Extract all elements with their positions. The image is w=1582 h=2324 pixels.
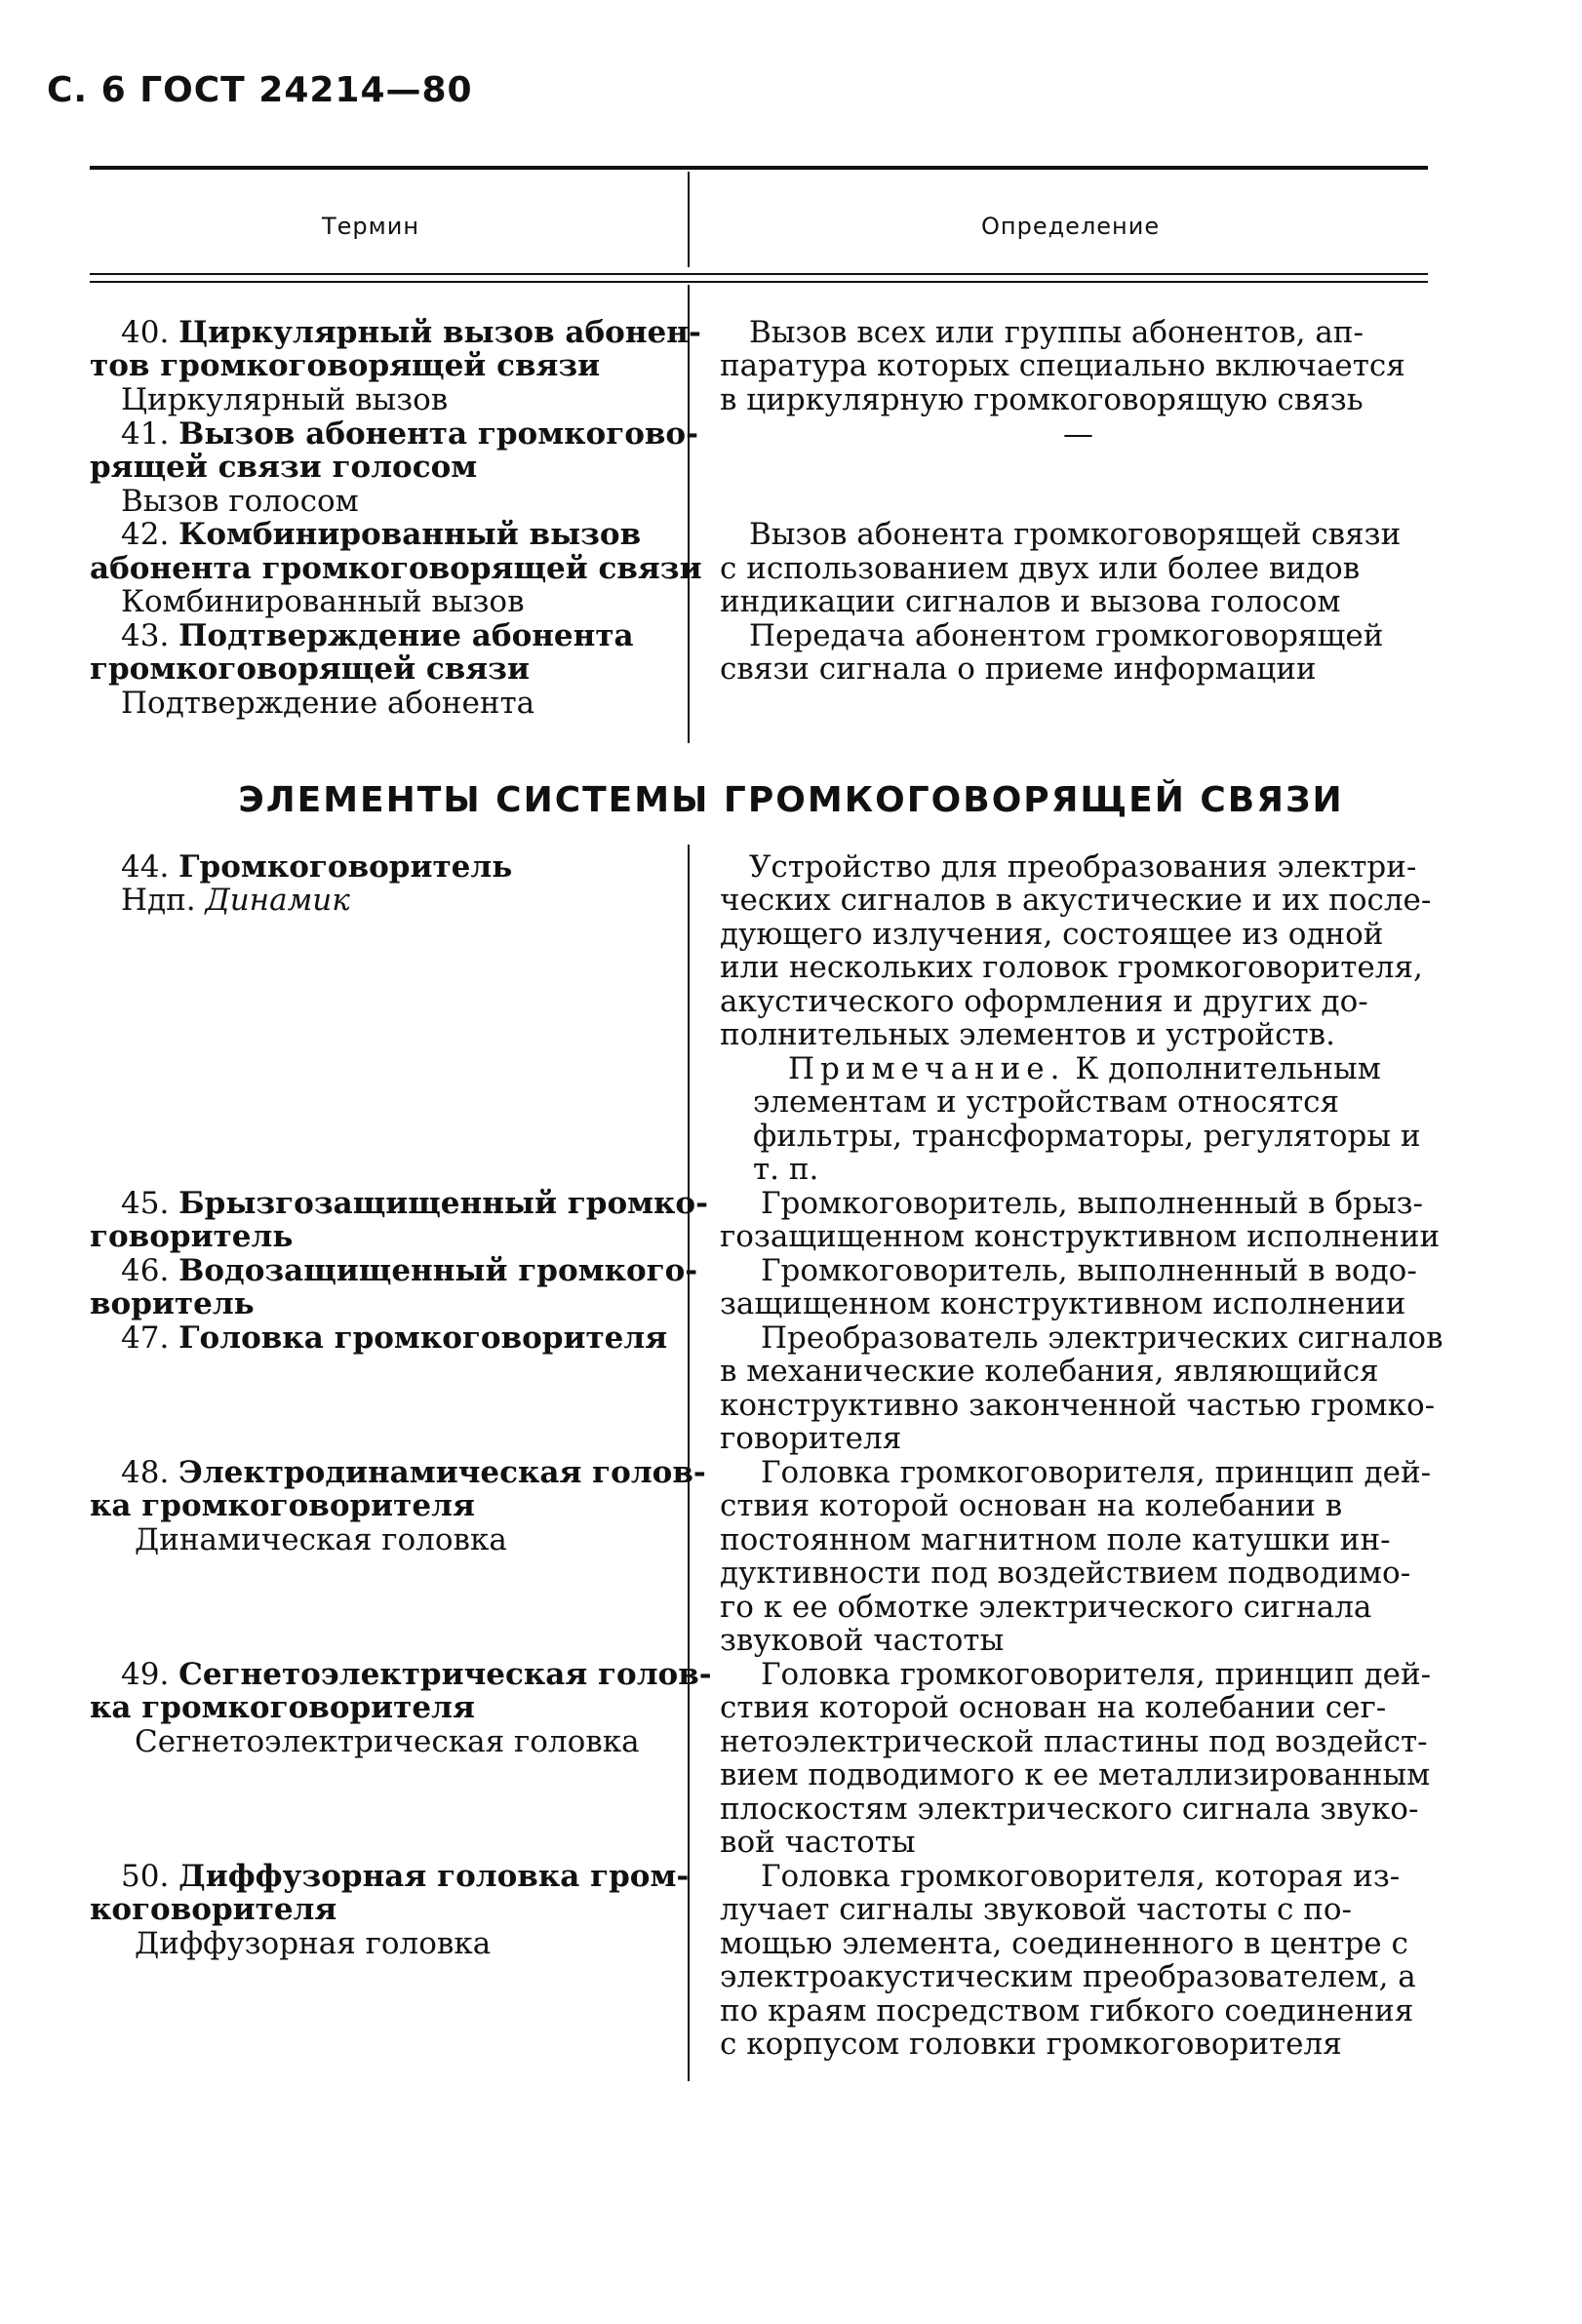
def-50-line-6: с корпусом головки громкоговорителя [720,2027,1342,2062]
def-47-line-4: говорителя [720,1421,902,1456]
term-number: 40. [121,315,179,350]
def-45-line-1: Громкоговоритель, выполненный в брыз- [761,1186,1424,1221]
term-number: 48. [121,1455,179,1490]
term-42-line-1 [121,518,641,551]
term-49-line-2: ка громкоговорителя [90,1690,475,1725]
def-44-line-4: или нескольких головок громкоговорителя, [720,950,1423,985]
term-44-line-1 [121,850,512,884]
header-divider [688,172,690,267]
term-49-short: Сегнетоэлектрическая головка [135,1724,640,1759]
def-49-line-4: вием подводимого к ее металлизированным [720,1757,1431,1792]
term-42-short: Комбинированный вызов [121,584,525,619]
def-48-line-2: ствия которой основан на колебании в [720,1488,1343,1523]
term-42-line-2: абонента громкоговорящей связи [90,551,702,586]
term-number: 45. [121,1186,179,1221]
def-44-note-line-1 [788,1052,1381,1085]
term-44-short [121,884,350,917]
def-40-line-3: в циркулярную громкоговорящую связь [720,382,1364,417]
def-50-line-1: Головка громкоговорителя, которая из- [761,1859,1401,1894]
term-43-line-2: громкоговорящей связи [90,651,530,687]
term-45-line-2: говоритель [90,1219,294,1254]
def-50-line-5: по краям посредством гибкого соединения [720,1993,1414,2029]
term-text: Диффузорная головка гром- [178,1859,690,1894]
def-44-line-3: дующего излучения, состоящее из одной [720,917,1384,952]
def-48-line-5: го к ее обмотке электрического сигнала [720,1590,1372,1625]
def-47-line-2: в механические колебания, являющийся [720,1354,1379,1389]
term-text: Головка громкоговорителя [178,1320,668,1356]
term-text: Подтверждение абонента [178,618,634,653]
def-49-line-1: Головка громкоговорителя, принцип дей- [761,1657,1432,1692]
term-50-line-2: коговорителя [90,1892,337,1927]
term-43-line-1 [121,619,634,652]
term-40-line-1 [121,316,701,349]
def-50-line-3: мощью элемента, соединенного в центре с [720,1926,1408,1961]
term-number: 41. [121,416,179,452]
term-text: Вызов абонента громкогово- [178,416,698,452]
term-48-short: Динамическая головка [135,1522,507,1557]
term-text: Водозащищенный громкого- [178,1253,698,1288]
def-49-line-2: ствия которой основан на колебании сег- [720,1690,1387,1725]
def-48-line-3: постоянном магнитном поле катушки ин- [720,1522,1391,1557]
term-number: 49. [121,1657,179,1692]
def-47-line-1: Преобразователь электрических сигналов [761,1320,1444,1356]
def-46-line-1: Громкоговоритель, выполненный в водо- [761,1253,1417,1288]
section-title: ЭЛЕМЕНТЫ СИСТЕМЫ ГРОМКОГОВОРЯЩЕЙ СВЯЗИ [238,780,1344,820]
column-header-definition: Определение [981,213,1161,240]
def-45-line-2: гозащищенном конструктивном исполнении [720,1219,1441,1254]
term-49-line-1 [121,1658,712,1691]
term-40-line-2: тов громкоговорящей связи [90,348,601,383]
def-43-line-2: связи сигнала о приеме информации [720,651,1317,687]
term-44-short-prefix: Ндп. [121,883,196,918]
def-44-line-1: Устройство для преобразования электри- [749,849,1417,885]
term-text: Электродинамическая голов- [178,1455,706,1490]
column-header-term: Термин [322,213,420,240]
def-48-line-1: Головка громкоговорителя, принцип дей- [761,1455,1432,1490]
term-number: 42. [121,517,179,552]
term-text: Циркулярный вызов абонен- [178,315,701,350]
def-44-line-5: акустического оформления и других до- [720,984,1368,1019]
term-text: Комбинированный вызов [178,517,642,552]
def-40-line-1: Вызов всех или группы абонентов, ап- [749,315,1364,350]
def-44-note-label: Примечание. [788,1051,1066,1086]
def-46-line-2: защищенном конструктивном исполнении [720,1286,1406,1321]
def-44-line-2: ческих сигналов в акустические и их после- [720,883,1432,918]
def-44-note-text: К дополнительным [1075,1051,1381,1086]
term-text: Сегнетоэлектрическая голов- [178,1657,712,1692]
def-44-note-line-4: т. п. [753,1152,819,1187]
def-48-line-6: звуковой частоты [720,1623,1005,1658]
term-number: 46. [121,1253,179,1288]
def-40-line-2: паратура которых специально включается [720,348,1405,383]
header-rule-upper [90,273,1428,275]
term-text: Брызгозащищенный громко- [178,1186,708,1221]
term-number: 50. [121,1859,179,1894]
def-44-note-line-3: фильтры, трансформаторы, регуляторы и [753,1119,1421,1154]
def-41-dash: — [1063,416,1093,452]
def-50-line-2: лучает сигналы звуковой частоты с по- [720,1892,1353,1927]
def-50-line-4: электроакустическим преобразователем, а [720,1959,1416,1994]
def-49-line-6: вой частоты [720,1825,916,1860]
def-44-line-6: полнительных элементов и устройств. [720,1017,1335,1052]
term-48-line-1 [121,1456,706,1489]
column-divider-top [688,285,690,743]
term-45-line-1 [121,1187,708,1220]
term-50-short: Диффузорная головка [135,1926,492,1961]
def-42-line-1: Вызов абонента громкоговорящей связи [749,517,1402,552]
term-41-line-2: рящей связи голосом [90,450,478,485]
term-number: 44. [121,849,179,885]
def-47-line-3: конструктивно законченной частью громко- [720,1388,1436,1423]
def-49-line-5: плоскостям электрического сигнала звуко- [720,1792,1419,1827]
def-42-line-3: индикации сигналов и вызова голосом [720,584,1341,619]
term-48-line-2: ка громкоговорителя [90,1488,475,1523]
def-48-line-4: дуктивности под воздействием подводимо- [720,1556,1411,1591]
term-50-line-1 [121,1860,689,1893]
term-40-short: Циркулярный вызов [121,382,449,417]
term-46-line-2: воритель [90,1286,255,1321]
def-42-line-2: с использованием двух или более видов [720,551,1361,586]
header-rule-lower [90,281,1428,283]
term-41-line-1 [121,417,698,451]
term-41-short: Вызов голосом [121,484,359,519]
term-47-line-1 [121,1321,667,1355]
top-rule [90,166,1428,170]
def-44-note-line-2: элементам и устройствам относятся [753,1084,1340,1120]
term-number: 47. [121,1320,179,1356]
term-text: Громкоговоритель [178,849,513,885]
def-49-line-3: нетоэлектрической пластины под воздейст- [720,1724,1428,1759]
page-header: С. 6 ГОСТ 24214—80 [47,70,473,110]
term-43-short: Подтверждение абонента [121,686,535,721]
def-43-line-1: Передача абонентом громкоговорящей [749,618,1384,653]
term-number: 43. [121,618,179,653]
term-46-line-1 [121,1254,697,1287]
term-44-short-form: Динамик [205,883,350,918]
